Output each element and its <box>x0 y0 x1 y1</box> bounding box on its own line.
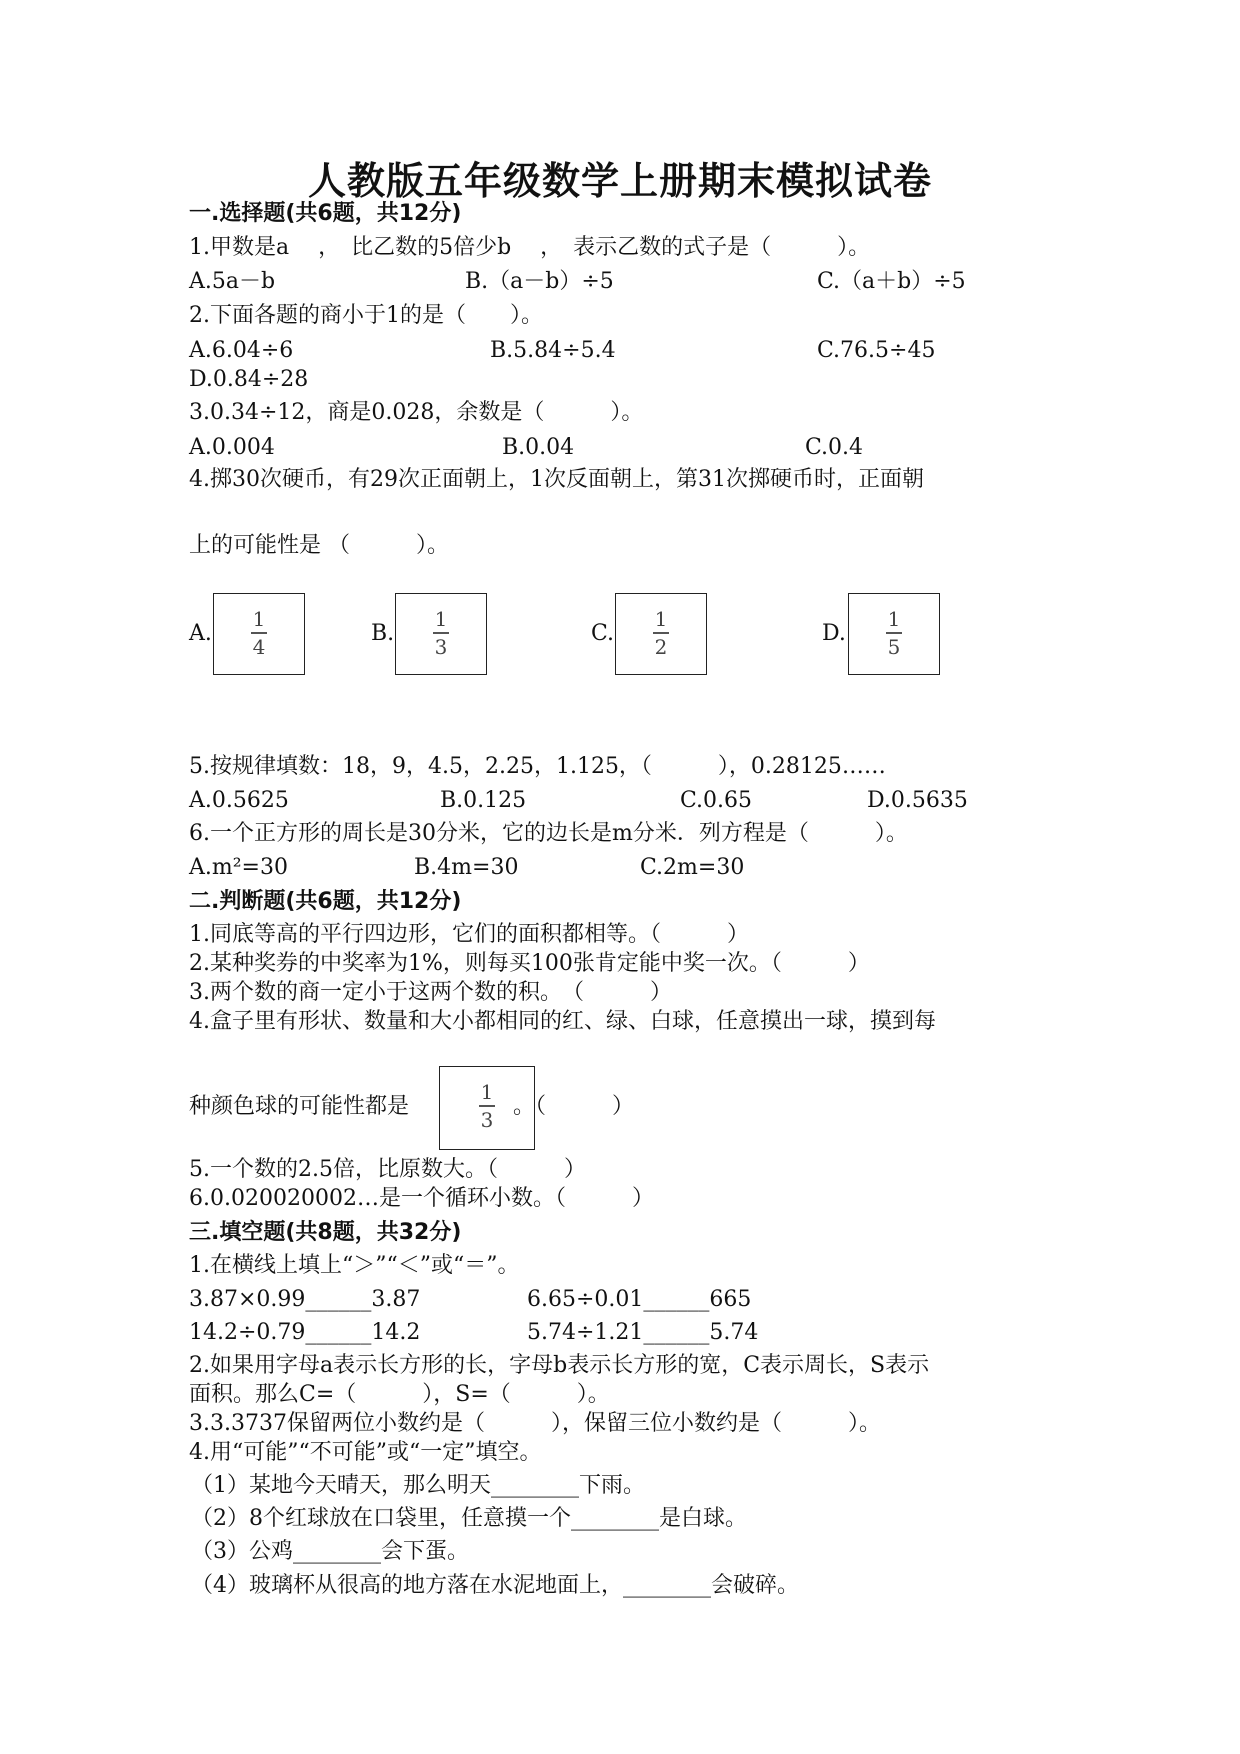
question-text: 4.用“可能”“不可能”或“一定”填空。 <box>189 1440 542 1465</box>
comparison-item: 3.87×0.99______3.87 <box>189 1287 421 1312</box>
option-a-label: A. <box>189 621 212 646</box>
fraction-bar <box>886 632 902 634</box>
fraction-box-c <box>615 593 707 675</box>
option-c: C.76.5÷45 <box>817 338 936 363</box>
question-text: 2.下面各题的商小于1的是（ ）。 <box>189 303 543 328</box>
fraction <box>396 608 486 658</box>
fraction-bar <box>653 632 669 634</box>
question-text <box>189 1093 634 1121</box>
option-b: B.5.84÷5.4 <box>490 338 616 363</box>
option-b-label: B. <box>371 621 395 646</box>
question-text: 3.0.34÷12，商是0.028，余数是（ ）。 <box>189 400 644 425</box>
question-text: 3.两个数的商一定小于这两个数的积。 （ ） <box>189 980 672 1005</box>
question-text: 上的可能性是 （ ）。 <box>189 533 449 558</box>
option-c-label: C. <box>591 621 615 646</box>
question-text: 2.如果用字母a表示长方形的长，字母b表示长方形的宽，C表示周长，S表示 <box>189 1353 930 1378</box>
option-d: D.0.5635 <box>867 788 968 813</box>
fraction-bar <box>433 632 449 634</box>
page-title: 人教版五年级数学上册期末模拟试卷 <box>307 158 932 203</box>
question-text: 5.一个数的2.5倍，比原数大。（ ） <box>189 1157 586 1182</box>
option-c: C.2m=30 <box>640 855 745 880</box>
denominator: 2 <box>654 634 668 659</box>
option-a: A.0.5625 <box>189 788 289 813</box>
option-b: B.0.125 <box>440 788 527 813</box>
denominator: 3 <box>480 1107 494 1132</box>
option-a: A.6.04÷6 <box>189 338 294 363</box>
option-b: B.（a－b）÷5 <box>465 269 614 294</box>
numerator: 1 <box>887 607 901 631</box>
fraction-box-b <box>395 593 487 675</box>
option-b: B.0.04 <box>502 435 575 460</box>
fraction-box-a <box>213 593 305 675</box>
sub-question: （1）某地今天晴天，那么明天________下雨。 <box>191 1473 645 1498</box>
numerator: 1 <box>480 1080 494 1104</box>
question-text: 5.按规律填数：18，9，4.5，2.25，1.125，（ ），0.28125…… <box>189 754 886 779</box>
sub-question: （2）8个红球放在口袋里，任意摸一个________是白球。 <box>191 1506 747 1531</box>
comparison-item: 14.2÷0.79______14.2 <box>189 1320 421 1345</box>
fraction <box>440 1081 534 1131</box>
option-c: C.0.4 <box>805 435 864 460</box>
fraction-box <box>439 1066 535 1150</box>
option-a: A.5a－b <box>189 269 276 294</box>
question-text: 1.在横线上填上“＞”“＜”或“＝”。 <box>189 1253 520 1278</box>
question-text: 4.掷30次硬币，有29次正面朝上，1次反面朝上，第31次掷硬币时，正面朝 <box>189 467 924 492</box>
section-heading-fill: 三.填空题(共8题，共32分) <box>189 1220 462 1245</box>
denominator: 5 <box>887 634 901 659</box>
sub-question: （3）公鸡________会下蛋。 <box>191 1539 469 1564</box>
fraction-box-d <box>848 593 940 675</box>
option-d-label: D. <box>822 621 846 646</box>
denominator: 3 <box>434 634 448 659</box>
option-d: D.0.84÷28 <box>189 367 309 392</box>
option-b: B.4m=30 <box>414 855 519 880</box>
fraction <box>849 608 939 658</box>
question-text: 2.某种奖券的中奖率为1%，则每买100张肯定能中奖一次。（ ） <box>189 951 870 976</box>
fraction <box>214 608 304 658</box>
question-text: 3.3.3737保留两位小数约是（ ），保留三位小数约是（ ）。 <box>189 1411 881 1436</box>
numerator: 1 <box>252 607 266 631</box>
question-text: 面积。那么C=（ ），S=（ ）。 <box>189 1382 610 1407</box>
question-text-post: 。（ ） <box>513 1094 635 1119</box>
section-heading-choice: 一.选择题(共6题，共12分) <box>189 201 462 226</box>
question-text: 4.盒子里有形状、数量和大小都相同的红、绿、白球，任意摸出一球，摸到每 <box>189 1009 936 1034</box>
comparison-item: 6.65÷0.01______665 <box>527 1287 752 1312</box>
numerator: 1 <box>654 607 668 631</box>
option-c: C.（a＋b）÷5 <box>817 269 966 294</box>
numerator: 1 <box>434 607 448 631</box>
question-text-pre: 种颜色球的可能性都是 <box>189 1094 410 1119</box>
question-text: 6.一个正方形的周长是30分米，它的边长是m分米．列方程是（ ）。 <box>189 821 908 846</box>
fraction <box>616 608 706 658</box>
denominator: 4 <box>252 634 266 659</box>
sub-question: （4）玻璃杯从很高的地方落在水泥地面上，________会破碎。 <box>191 1573 799 1598</box>
option-a: A.m²=30 <box>189 855 288 880</box>
question-text: 6.0.020020002…是一个循环小数。（ ） <box>189 1186 654 1211</box>
section-heading-judgement: 二.判断题(共6题，共12分) <box>189 889 462 914</box>
question-text: 1.甲数是a ， 比乙数的5倍少b ， 表示乙数的式子是（ ）。 <box>189 235 871 260</box>
option-a: A.0.004 <box>189 435 275 460</box>
comparison-item: 5.74÷1.21______5.74 <box>527 1320 759 1345</box>
option-c: C.0.65 <box>680 788 753 813</box>
fraction-bar <box>479 1105 495 1107</box>
question-text: 1.同底等高的平行四边形，它们的面积都相等。（ ） <box>189 922 749 947</box>
fraction-bar <box>251 632 267 634</box>
